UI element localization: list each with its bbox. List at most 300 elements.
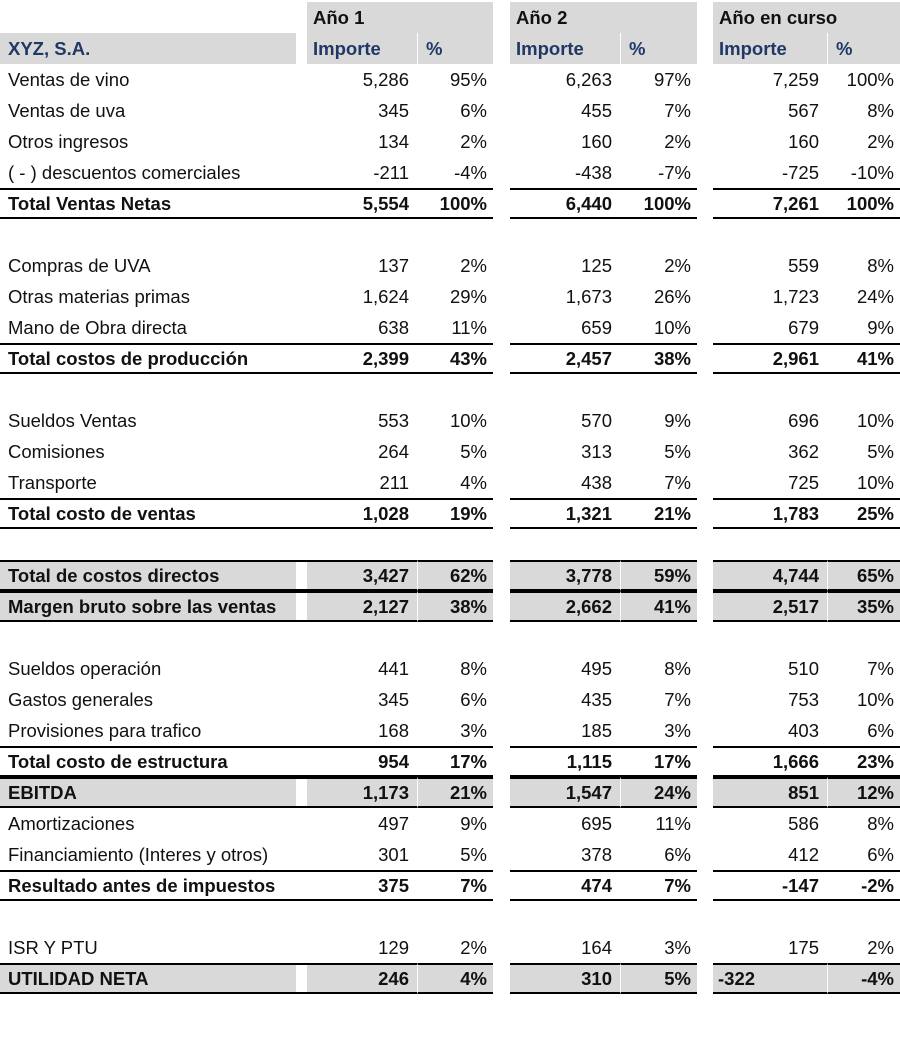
row-label: EBITDA [0, 777, 296, 808]
importe-value: 753 [788, 689, 819, 710]
percent-value: -7% [658, 162, 691, 183]
row-provisiones-para-trafico [0, 715, 900, 746]
percent-value: 6% [867, 720, 894, 741]
header-percent-ano-en-curso: % [827, 33, 900, 64]
importe-value: 246 [307, 963, 417, 994]
importe-value: 1,115 [510, 746, 620, 777]
importe-value: 4,744 [713, 560, 827, 591]
column-gap [493, 64, 510, 95]
column-gap [493, 95, 510, 126]
percent-value: 5% [620, 963, 697, 994]
percent-value [827, 901, 900, 932]
importe-value: 264 [378, 441, 409, 462]
column-gap [493, 963, 510, 994]
importe-value: 362 [788, 441, 819, 462]
percent-value [620, 901, 697, 932]
row-label: Comisiones [8, 441, 105, 462]
column-gap [697, 963, 713, 994]
percent-value: 10% [856, 410, 894, 431]
column-gap [296, 777, 307, 808]
percent-value: 2% [664, 131, 691, 152]
column-gap [493, 622, 510, 653]
importe-value: 1,666 [713, 746, 827, 777]
column-gap [493, 157, 510, 188]
row-gastos-generales [0, 684, 900, 715]
column-gap [296, 870, 307, 901]
importe-value: 2,517 [713, 591, 827, 622]
column-gap [296, 529, 307, 560]
importe-value: 570 [581, 410, 612, 431]
importe-value: 403 [788, 720, 819, 741]
percent-value: 3% [460, 720, 487, 741]
percent-value: 100% [417, 188, 493, 219]
column-gap [296, 312, 307, 343]
row-transporte [0, 467, 900, 498]
column-gap [697, 250, 713, 281]
column-gap [697, 746, 713, 777]
importe-value: 160 [788, 131, 819, 152]
column-gap [296, 622, 307, 653]
importe-value: 851 [713, 777, 827, 808]
year-header-ano1: Año 1 [307, 2, 493, 33]
percent-value: 26% [653, 286, 691, 307]
importe-value [713, 901, 827, 932]
row-label [0, 219, 296, 250]
column-gap [296, 95, 307, 126]
row-amortizaciones [0, 808, 900, 839]
importe-value: 378 [581, 844, 612, 865]
importe-value: 301 [378, 844, 409, 865]
percent-value: 97% [653, 69, 691, 90]
row-label: Total costo de ventas [0, 498, 296, 529]
percent-value: 62% [417, 560, 493, 591]
percent-value: 38% [417, 591, 493, 622]
column-gap [296, 436, 307, 467]
importe-value: 185 [581, 720, 612, 741]
column-gap [296, 839, 307, 870]
column-gap [296, 405, 307, 436]
percent-value: 2% [460, 131, 487, 152]
percent-value: 4% [417, 963, 493, 994]
column-gap [296, 2, 307, 33]
importe-value: 7,259 [772, 69, 819, 90]
column-gap [296, 715, 307, 746]
percent-value [827, 219, 900, 250]
column-gap [493, 715, 510, 746]
percent-value [417, 529, 493, 560]
importe-value: 2,662 [510, 591, 620, 622]
percent-value: -2% [827, 870, 900, 901]
row-otras-materias-primas [0, 281, 900, 312]
percent-value: 95% [449, 69, 487, 90]
percent-value: -10% [850, 162, 894, 183]
row-label [0, 622, 296, 653]
percent-value: 7% [664, 472, 691, 493]
row-label: Compras de UVA [8, 255, 151, 276]
row-label: Total costo de estructura [0, 746, 296, 777]
percent-value: 6% [664, 844, 691, 865]
row-total-costo-de-estructura [0, 746, 900, 777]
importe-value: 474 [510, 870, 620, 901]
percent-value: 8% [867, 100, 894, 121]
importe-value: -322 [713, 963, 827, 994]
percent-value: 100% [827, 188, 900, 219]
percent-value: -4% [454, 162, 487, 183]
importe-value: 2,961 [713, 343, 827, 374]
row-spacer [0, 529, 900, 560]
importe-value [307, 901, 417, 932]
importe-value: 695 [581, 813, 612, 834]
row-spacer [0, 374, 900, 405]
row-label: Provisiones para trafico [8, 720, 202, 741]
header-importe-ano2: Importe [510, 33, 620, 64]
row-label [0, 901, 296, 932]
percent-value: 41% [827, 343, 900, 374]
percent-value: 29% [449, 286, 487, 307]
column-gap [296, 932, 307, 963]
column-gap [296, 157, 307, 188]
column-gap [296, 467, 307, 498]
column-gap [493, 2, 510, 33]
importe-value: 6,263 [565, 69, 612, 90]
importe-value: 438 [581, 472, 612, 493]
importe-value: 211 [379, 472, 409, 493]
percent-value: 9% [867, 317, 894, 338]
importe-value [713, 219, 827, 250]
percent-value: 12% [827, 777, 900, 808]
row-compras-de-uva [0, 250, 900, 281]
importe-value: 345 [378, 100, 409, 121]
percent-value [827, 622, 900, 653]
importe-value: 1,673 [565, 286, 612, 307]
row-label: Total costos de producción [0, 343, 296, 374]
column-gap [493, 560, 510, 591]
percent-value: 3% [664, 937, 691, 958]
importe-value: 586 [788, 813, 819, 834]
row-total-ventas-netas [0, 188, 900, 219]
column-gap [697, 467, 713, 498]
column-gap [697, 33, 713, 64]
row-label: Amortizaciones [8, 813, 135, 834]
column-gap [697, 498, 713, 529]
importe-value: 1,028 [307, 498, 417, 529]
column-header-row [0, 33, 900, 64]
column-gap [493, 250, 510, 281]
percent-value: 100% [620, 188, 697, 219]
column-gap [296, 374, 307, 405]
column-gap [697, 188, 713, 219]
row-utilidad-neta [0, 963, 900, 994]
row-sueldos-ventas [0, 405, 900, 436]
importe-value: 345 [378, 689, 409, 710]
column-gap [493, 374, 510, 405]
importe-value: 129 [378, 937, 409, 958]
column-gap [697, 808, 713, 839]
column-gap [697, 374, 713, 405]
importe-value: 455 [581, 100, 612, 121]
column-gap [296, 343, 307, 374]
column-gap [493, 932, 510, 963]
column-gap [493, 498, 510, 529]
percent-value: 7% [664, 100, 691, 121]
percent-value: 2% [664, 255, 691, 276]
column-gap [697, 219, 713, 250]
importe-value: 175 [788, 937, 819, 958]
importe-value: 954 [307, 746, 417, 777]
percent-value: 8% [867, 813, 894, 834]
percent-value [827, 374, 900, 405]
year-header-ano2: Año 2 [510, 2, 697, 33]
percent-value: 9% [664, 410, 691, 431]
importe-value: 3,778 [510, 560, 620, 591]
importe-value [510, 219, 620, 250]
row-spacer [0, 622, 900, 653]
row-label [0, 529, 296, 560]
importe-value [510, 622, 620, 653]
importe-value [510, 529, 620, 560]
percent-value [620, 622, 697, 653]
row-margen-bruto-sobre-las-ventas [0, 591, 900, 622]
column-gap [697, 901, 713, 932]
column-gap [697, 312, 713, 343]
column-gap [697, 622, 713, 653]
percent-value: 2% [867, 131, 894, 152]
importe-value: 5,286 [362, 69, 409, 90]
column-gap [296, 684, 307, 715]
importe-value: 7,261 [713, 188, 827, 219]
row-spacer [0, 219, 900, 250]
header-importe-ano1: Importe [307, 33, 417, 64]
importe-value: 2,399 [307, 343, 417, 374]
column-gap [697, 684, 713, 715]
percent-value: 10% [856, 689, 894, 710]
importe-value: 1,783 [713, 498, 827, 529]
column-gap [697, 126, 713, 157]
percent-value [417, 219, 493, 250]
percent-value: 6% [460, 100, 487, 121]
column-gap [697, 95, 713, 126]
column-gap [493, 653, 510, 684]
percent-value: 6% [867, 844, 894, 865]
column-gap [296, 250, 307, 281]
percent-value: 5% [867, 441, 894, 462]
header-importe-ano-en-curso: Importe [713, 33, 827, 64]
row-ventas-de-uva [0, 95, 900, 126]
importe-value: 313 [581, 441, 612, 462]
importe-value: 134 [378, 131, 409, 152]
importe-value: 679 [788, 317, 819, 338]
column-gap [493, 126, 510, 157]
column-gap [697, 343, 713, 374]
importe-value: -211 [373, 162, 409, 183]
importe-value: 638 [378, 317, 409, 338]
table-body [0, 64, 900, 994]
percent-value: 24% [620, 777, 697, 808]
importe-value: 3,427 [307, 560, 417, 591]
percent-value: 5% [460, 441, 487, 462]
importe-value: 659 [581, 317, 612, 338]
column-gap [697, 715, 713, 746]
column-gap [697, 157, 713, 188]
column-gap [296, 560, 307, 591]
importe-value: 725 [788, 472, 819, 493]
row-total-de-costos-directos [0, 560, 900, 591]
row-total-costos-de-produccion [0, 343, 900, 374]
column-gap [296, 808, 307, 839]
importe-value: 310 [510, 963, 620, 994]
column-gap [296, 901, 307, 932]
importe-value [510, 374, 620, 405]
importe-value [307, 374, 417, 405]
importe-value [307, 622, 417, 653]
percent-value: 24% [856, 286, 894, 307]
percent-value [620, 374, 697, 405]
importe-value: 696 [788, 410, 819, 431]
percent-value: 21% [620, 498, 697, 529]
percent-value [417, 374, 493, 405]
percent-value: 3% [664, 720, 691, 741]
column-gap [296, 219, 307, 250]
row-descuentos-comerciales [0, 157, 900, 188]
percent-value: 17% [620, 746, 697, 777]
importe-value: 164 [581, 937, 612, 958]
importe-value: 510 [788, 658, 819, 679]
importe-value: 553 [378, 410, 409, 431]
column-gap [493, 312, 510, 343]
row-label: Otros ingresos [8, 131, 129, 152]
row-label: Otras materias primas [8, 286, 190, 307]
importe-value: 6,440 [510, 188, 620, 219]
row-label [0, 374, 296, 405]
importe-value: 497 [378, 813, 409, 834]
row-resultado-antes-de-impuestos [0, 870, 900, 901]
row-label: Sueldos Ventas [8, 410, 137, 431]
column-gap [296, 963, 307, 994]
importe-value: 160 [581, 131, 612, 152]
percent-value: 7% [417, 870, 493, 901]
row-total-costo-de-ventas [0, 498, 900, 529]
importe-value [510, 901, 620, 932]
column-gap [697, 777, 713, 808]
percent-value [417, 901, 493, 932]
column-gap [493, 591, 510, 622]
importe-value: 1,624 [362, 286, 409, 307]
importe-value [713, 374, 827, 405]
column-gap [493, 839, 510, 870]
row-label: Margen bruto sobre las ventas [0, 591, 296, 622]
column-gap [493, 467, 510, 498]
percent-value: 43% [417, 343, 493, 374]
percent-value: 7% [867, 658, 894, 679]
column-gap [493, 436, 510, 467]
column-gap [697, 839, 713, 870]
percent-value: 5% [460, 844, 487, 865]
column-gap [493, 33, 510, 64]
percent-value: 10% [653, 317, 691, 338]
column-gap [296, 591, 307, 622]
percent-value: 65% [827, 560, 900, 591]
row-ventas-de-vino [0, 64, 900, 95]
row-label: ( - ) descuentos comerciales [8, 162, 241, 183]
percent-value: 100% [846, 69, 894, 90]
row-isr-y-ptu [0, 932, 900, 963]
importe-value: 1,321 [510, 498, 620, 529]
row-label: Total de costos directos [0, 560, 296, 591]
importe-value: -725 [781, 162, 819, 183]
importe-value: 2,127 [307, 591, 417, 622]
importe-value [713, 529, 827, 560]
row-label: Gastos generales [8, 689, 154, 710]
importe-value: 495 [581, 658, 612, 679]
year-header-ano-en-curso: Año en curso [713, 2, 900, 33]
column-gap [493, 746, 510, 777]
column-gap [296, 498, 307, 529]
percent-value: 7% [664, 689, 691, 710]
row-label: Mano de Obra directa [8, 317, 187, 338]
column-gap [697, 2, 713, 33]
percent-value: 35% [827, 591, 900, 622]
column-gap [493, 529, 510, 560]
percent-value: 8% [460, 658, 487, 679]
row-label: Ventas de vino [8, 69, 130, 90]
percent-value: 8% [867, 255, 894, 276]
row-label: Sueldos operación [8, 658, 162, 679]
column-gap [493, 188, 510, 219]
importe-value: 375 [307, 870, 417, 901]
percent-value: 10% [449, 410, 487, 431]
importe-value: 435 [581, 689, 612, 710]
row-sueldos-operacion [0, 653, 900, 684]
importe-value: -438 [574, 162, 612, 183]
percent-value [827, 529, 900, 560]
percent-value [620, 529, 697, 560]
percent-value: 11% [655, 813, 691, 834]
column-gap [296, 188, 307, 219]
percent-value: 38% [620, 343, 697, 374]
column-gap [697, 653, 713, 684]
column-gap [296, 64, 307, 95]
importe-value: 1,723 [772, 286, 819, 307]
percent-value [620, 219, 697, 250]
year-header-row [0, 2, 900, 33]
percent-value: 23% [827, 746, 900, 777]
row-label: Transporte [8, 472, 97, 493]
column-gap [493, 870, 510, 901]
column-gap [493, 777, 510, 808]
column-gap [493, 901, 510, 932]
column-gap [296, 746, 307, 777]
header-percent-ano2: % [620, 33, 697, 64]
column-gap [493, 808, 510, 839]
percent-value: 5% [664, 441, 691, 462]
importe-value: 567 [788, 100, 819, 121]
row-label: UTILIDAD NETA [0, 963, 296, 994]
importe-value: 1,547 [510, 777, 620, 808]
importe-value: 5,554 [307, 188, 417, 219]
column-gap [697, 281, 713, 312]
row-label: Total Ventas Netas [0, 188, 296, 219]
percent-value: 4% [460, 472, 487, 493]
percent-value: 8% [664, 658, 691, 679]
column-gap [493, 219, 510, 250]
column-gap [697, 932, 713, 963]
column-gap [697, 529, 713, 560]
row-label: Resultado antes de impuestos [0, 870, 296, 901]
importe-value: 441 [378, 658, 409, 679]
row-spacer [0, 901, 900, 932]
column-gap [697, 560, 713, 591]
column-gap [493, 684, 510, 715]
